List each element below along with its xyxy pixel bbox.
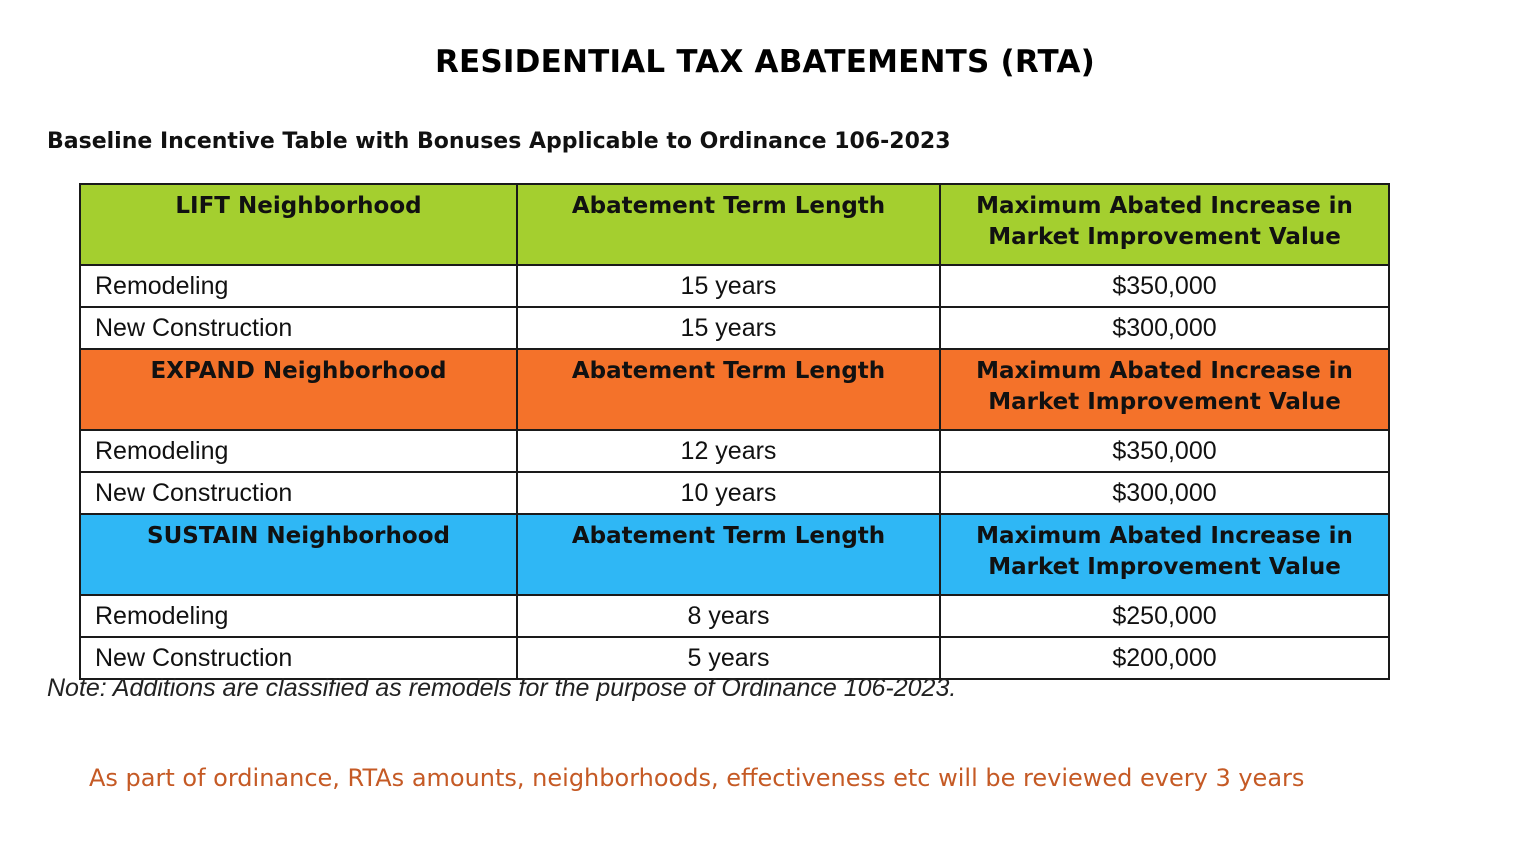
max-value-header-line2: Market Improvement Value (988, 389, 1341, 415)
neighborhood-header: SUSTAIN Neighborhood (80, 514, 517, 595)
table-row (80, 472, 1389, 514)
term-cell: 5 years (517, 637, 940, 679)
term-header: Abatement Term Length (517, 184, 940, 265)
table-note: Note: Additions are classified as remodels for the purpose of Ordinance 106-2023. (47, 674, 957, 702)
max-value-header-line2: Market Improvement Value (988, 224, 1341, 250)
max-value-header-line1: Maximum Abated Increase in (976, 193, 1353, 219)
term-cell: 15 years (517, 265, 940, 307)
max-value-cell: $350,000 (940, 430, 1389, 472)
term-cell: 8 years (517, 595, 940, 637)
table-row (80, 265, 1389, 307)
project-type-cell: New Construction (80, 637, 517, 679)
term-header: Abatement Term Length (517, 349, 940, 430)
slide-title: RESIDENTIAL TAX ABATEMENTS (RTA) (434, 44, 1096, 80)
incentive-table (79, 183, 1390, 680)
project-type-cell: New Construction (80, 472, 517, 514)
table-row (80, 307, 1389, 349)
max-value-cell: $200,000 (940, 637, 1389, 679)
term-cell: 10 years (517, 472, 940, 514)
neighborhood-header: LIFT Neighborhood (80, 184, 517, 265)
neighborhood-header: EXPAND Neighborhood (80, 349, 517, 430)
max-value-header-line1: Maximum Abated Increase in (976, 358, 1353, 384)
project-type-cell: Remodeling (80, 595, 517, 637)
table-row (80, 430, 1389, 472)
term-header: Abatement Term Length (517, 514, 940, 595)
max-value-cell: $350,000 (940, 265, 1389, 307)
max-value-header (940, 514, 1389, 595)
term-cell: 15 years (517, 307, 940, 349)
max-value-header (940, 184, 1389, 265)
section-header-sustain (80, 514, 1389, 595)
review-footnote: As part of ordinance, RTAs amounts, neighborhoods, effectiveness etc will be reviewed every 3 years (89, 764, 1305, 792)
table-row (80, 595, 1389, 637)
table-row (80, 637, 1389, 679)
max-value-header (940, 349, 1389, 430)
term-cell: 12 years (517, 430, 940, 472)
project-type-cell: Remodeling (80, 265, 517, 307)
max-value-header-line1: Maximum Abated Increase in (976, 523, 1353, 549)
max-value-cell: $300,000 (940, 307, 1389, 349)
max-value-header-line2: Market Improvement Value (988, 554, 1341, 580)
section-header-lift (80, 184, 1389, 265)
section-header-expand (80, 349, 1389, 430)
max-value-cell: $300,000 (940, 472, 1389, 514)
project-type-cell: New Construction (80, 307, 517, 349)
project-type-cell: Remodeling (80, 430, 517, 472)
table-caption: Baseline Incentive Table with Bonuses Applicable to Ordinance 106-2023 (47, 129, 951, 154)
max-value-cell: $250,000 (940, 595, 1389, 637)
